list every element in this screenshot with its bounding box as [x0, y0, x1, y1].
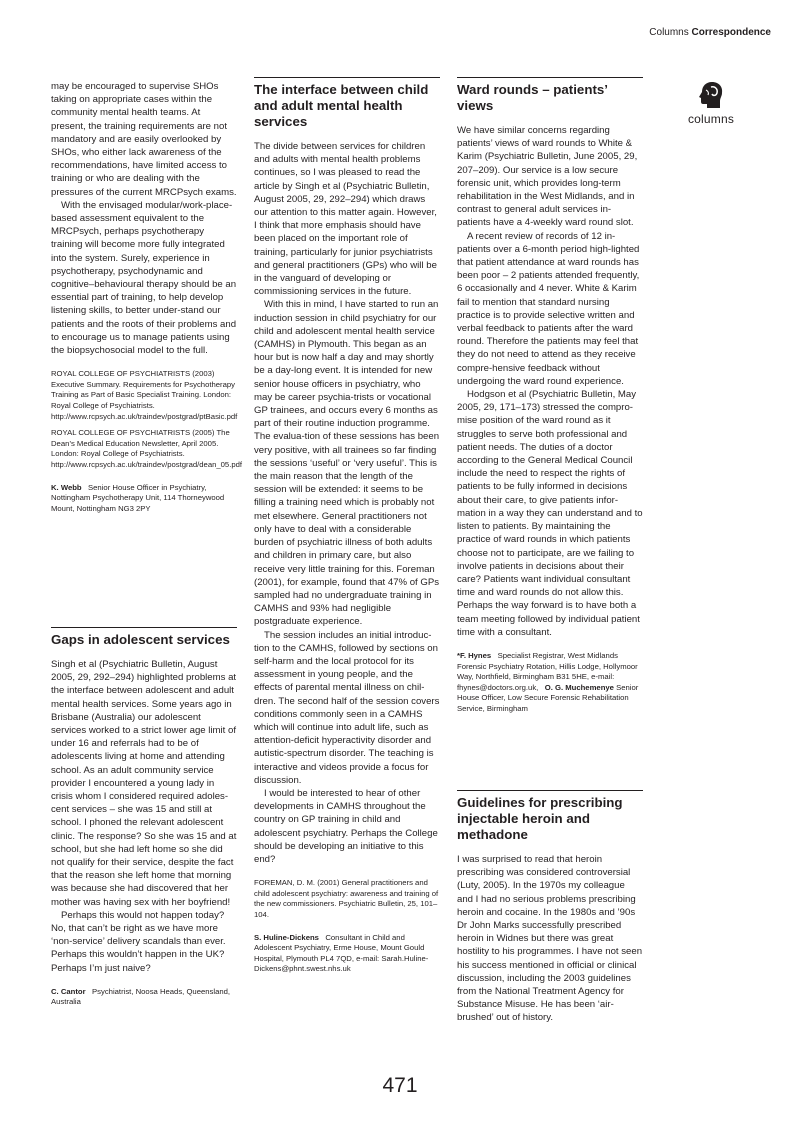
section-rule	[457, 790, 643, 791]
paragraph: I would be interested to hear of other developments in CAMHS throughout the country on GP training in child and adolescent psychiatry. Perhaps the College should be developing an initiative to this end?	[254, 787, 438, 865]
author-name: K. Webb	[51, 482, 82, 492]
page-number: 471	[382, 1074, 418, 1097]
head-profile-icon	[698, 80, 724, 110]
author-affiliation: Psychiatrist, Noosa Heads, Queensland, Australia	[51, 986, 231, 1007]
signature	[51, 483, 237, 515]
references	[254, 878, 440, 920]
signature	[254, 933, 440, 975]
signature	[51, 987, 237, 1008]
reference: FOREMAN, D. M. (2001) General practitioners and child adolescent psychiatry: awareness and training of the new commissioners. Psychiatric Bulletin, 25, 101–104.	[254, 878, 439, 919]
columns-logo	[676, 80, 746, 126]
paragraph: With this in mind, I have started to run an induction session in child psychiatry for our child and adolescent mental health service (CAMHS) in Plymouth. This began as an hour but is now half a day and may shortly be a day-long event. It is intended for new senior house officers in psychiatry, who may be career psychia-trists or vocational GP trainees, and occurs every 6 months as part of their routine induction programme. The evalua-tion of these sessions has been very positive, with all trainees so far finding the sessions ‘useful’ or ‘very useful’. This is the main reason that the length of the session will be extended: it seems to be filling a training need which is probably not met elsewhere. General practitioners not only have to deal with a considerable burden of psychiatric illness of both adults and children in primary care, but also receive very little training for this. Foreman (2001), for example, found that 47% of GPs sampled had no undergraduate training in CAMHS and 93% had negligible postgraduate experience.	[254, 299, 440, 628]
section-rule	[51, 627, 237, 628]
running-header	[649, 27, 771, 38]
letter-title: Guidelines for prescribing injectable heroin and methadone	[457, 795, 623, 842]
author-affiliation: Senior House Officer, Low Secure Forensic Rehabilitation Service, Birmingham	[457, 682, 639, 713]
letter-gaps-adolescent	[51, 627, 237, 1008]
author-name: O. G. Muchemenye	[544, 682, 614, 692]
paragraph: The divide between services for children and adults with mental health problems continues, so I was pleased to read the article by Singh et al (Psychiatric Bulletin, August 2005, 29, 292–294) which draws our attention to this matter again. However, I think that more emphasis should have been placed on the important role of training, particularly for junior psychiatrists and general practitioners (GPs) who will be in the vanguard of developing or commissioning services in the future.	[254, 141, 437, 298]
paragraph: The session includes an initial introduc-tion to the CAMHS, followed by sections on self-harm and the local protocol for its assessment in young people, and the effects of parental mental illness on chil-dren. The second half of the session covers conditions commonly seen in a CAMHS which will continue into adult life, such as attention-deficit hyperactivity disorder and autistic-spectrum disorder. The teaching is interactive and videos provide a focus for discussion.	[254, 629, 440, 786]
paragraph: Singh et al (Psychiatric Bulletin, August 2005, 29, 292–294) highlighted problems at the interface between adolescent and adult mental health services. Some years ago in Brisbane (Australia) our adolescent services worked to a strict lower age limit of under 16 and referrals had to be of adolescents living at home and attending school. As an adult community service provider I encountered a young lady in crisis whom I considered required adoles-cent services – she was 15 and still at school. I phoned the relevant adolescent clinic. The response? So she was 15 and at school, but she had left home so she did not qualify for their service, despite the fact that the reason she left home that morning was because she had discovered that her mother was having sex with her boyfriend!	[51, 659, 237, 908]
column-1	[51, 80, 243, 514]
reference: ROYAL COLLEGE OF PSYCHIATRISTS (2005) The Dean’s Medical Education Newsletter, April 2005. London: Royal College of Psychiatrists. http://www.rcpsych.ac.uk/traindev/postgrad/dean_05.pdf	[51, 428, 243, 470]
header-section: Columns	[649, 27, 689, 38]
author-affiliation: Senior House Officer in Psychiatry, Nottingham Psychotherapy Unit, 114 Thorneywood Mount, Nottingham NG3 2PY	[51, 482, 225, 513]
letter-interface-child-adult	[254, 77, 440, 975]
author-name: C. Cantor	[51, 986, 86, 996]
letter-ward-rounds	[457, 77, 643, 714]
letter-title: The interface between child and adult mental health services	[254, 82, 429, 129]
signature	[457, 651, 643, 715]
author-affiliation: Specialist Registrar, West Midlands Forensic Psychiatry Rotation, Hillis Lodge, Hollymoor Way, Northfield, Birmingham B31 5HE, e-mail: fhynes@doctors.org.uk,	[457, 650, 638, 692]
letter-heroin-guidelines	[457, 790, 643, 1025]
author-affiliation: Consultant in Child and Adolescent Psychiatry, Erme House, Mount Gould Hospital, Plymouth PL4 7QD, e-mail: Sarah.Huline-Dickens@phnt.swest.nhs.uk	[254, 932, 429, 974]
author-name: S. Huline-Dickens	[254, 932, 319, 942]
paragraph: With the envisaged modular/work-place-based assessment equivalent to the MRCPsych, perhaps psychotherapy training will become more fully integrated into the system. Surely, experience in psychotherapy, psychodynamic and cognitive–behavioural therapy should be an essential part of training, to help develop listening skills, to better under-stand our patients and the roots of their problems and to encourage us to manage patients using the biopsychosocial model to the full.	[51, 199, 237, 357]
references	[51, 369, 243, 470]
reference: ROYAL COLLEGE OF PSYCHIATRISTS (2003) Executive Summary. Requirements for Psychotherapy Training as Part of Basic Specialist Training. London: Royal College of Psychiatrists. http://www.rcpsych.ac.uk/traindev/postgrad/ptBasic.pdf	[51, 369, 238, 421]
logo-label: columns	[687, 112, 735, 126]
section-rule	[254, 77, 440, 78]
section-rule	[457, 77, 643, 78]
paragraph: A recent review of records of 12 in-patients over a 6-month period high-lighted that patient attendance at ward rounds has been poor – 2 patients attended frequently, 6 occasionally and 4 never. White & Karim fail to mention that standard nursing practice is to provide selective written and verbal feedback to patients after the ward round. Therefore the patients may feel that they do not need to attend as they receive compre-hensive feedback without undergoing the ward round experience.	[457, 230, 640, 387]
paragraph: Perhaps this would not happen today? No, that can’t be right as we have more ‘non-service’ delivery scandals than ever. Perhaps this wouldn’t happen in the UK? Perhaps I’m just naive?	[51, 909, 226, 974]
letter-title: Ward rounds – patients’ views	[457, 82, 608, 113]
header-title: Correspondence	[691, 27, 771, 38]
letter-title: Gaps in adolescent services	[51, 632, 230, 647]
paragraph: We have similar concerns regarding patients’ views of ward rounds to White & Karim (Psychiatric Bulletin, June 2005, 29, 207–209). Our service is a low secure forensic unit, which provides long-term rehabilitation in the West Midlands, and in contrast to general adult services in-patients have a 4-weekly ward round slot.	[457, 125, 638, 229]
author-name: *F. Hynes	[457, 650, 492, 660]
paragraph: may be encouraged to supervise SHOs taking on appropriate cases within the community mental health teams. At present, the training requirements are not mandatory and are easily overlooked by SHOs, who either lack awareness of the recommendations, have limited access to training or who are dealing with the pressures of the current MRCPsych exams.	[51, 81, 237, 198]
paragraph: Hodgson et al (Psychiatric Bulletin, May 2005, 29, 171–173) stressed the compro-mise position of the ward round as it struggles to serve both professional and patient needs. The duties of a doctor according to the General Medical Council include the need to respect the rights of patients to be fully informed in decisions about their care, to give patients infor-mation in a way they can understand and to listen to patients. By maintaining the practice of ward rounds in which patients choose not to participate, are we failing to involve patients in decisions about their care? Patients want individual consultant time and ward rounds do not allow this. Perhaps the way forward is to have both a team meeting followed by individual patient time with a consultant.	[457, 389, 643, 638]
paragraph: I was surprised to read that heroin prescribing was considered controversial (Luty, 2005). In the 1970s my colleague and I had no serious problems prescribing heroin and cocaine. In the 1980s and ’90s Dr John Marks successfully prescribed heroin in Widnes but there was great hostility to his programmes. I have not seen his success mentioned in official or clinical discussion, including the 2003 guidelines from the National Treatment Agency for Substance Misuse. He has been ‘air-brushed’ out of history.	[457, 854, 643, 1024]
